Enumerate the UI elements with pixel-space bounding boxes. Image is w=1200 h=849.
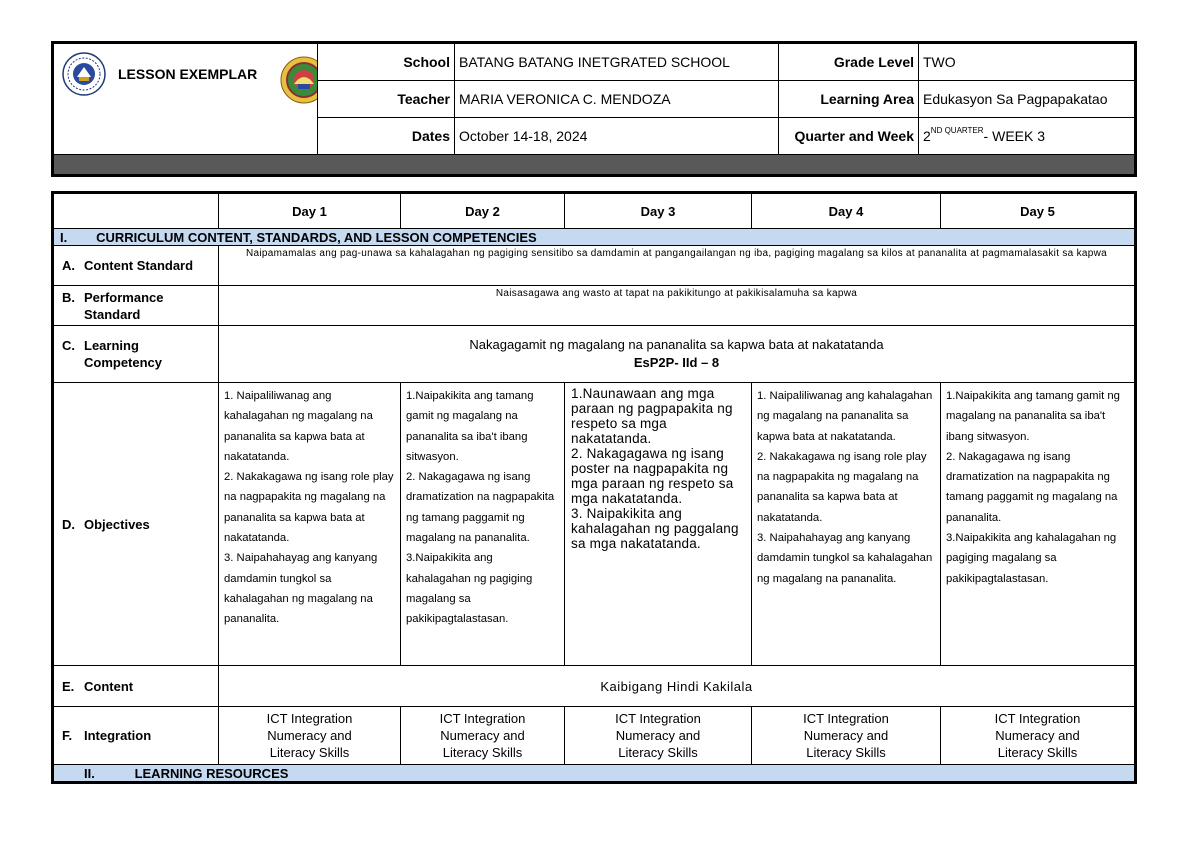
learning-area-label: Learning Area [779,81,919,118]
row-title: Performance Standard [84,289,164,322]
performance-standard-label [53,286,219,326]
integration-label [53,707,219,765]
competency-text: Nakagagamit ng magalang na pananalita sa kapwa bata at nakatatanda [469,337,884,352]
blank-corner-cell [53,193,219,229]
section-heading-learning-resources: II. LEARNING RESOURCES [53,765,1136,783]
teacher-value: MARIA VERONICA C. MENDOZA [455,81,779,118]
content-standard-label [53,246,219,286]
logo-area [53,43,318,155]
objective-day-3: 1.Naunawaan ang mga paraan ng pagpapakita ng respeto sa mga nakatatanda. 2. Nakagagawa ng isang poster na nagpapakita ng mga paraan ng respeto sa mga nakatatanda. 3. Naipakikita ang kahalagahan ng paggalang sa mga nakatatanda. [565,383,752,666]
row-title: Objectives [84,516,150,532]
row-letter: F. [62,728,73,743]
grade-level-value: TWO [919,43,1136,81]
learning-area-value: Edukasyon Sa Pagpapakatao [919,81,1136,118]
day-header: Day 2 [401,193,565,229]
objective-day-5: 1.Naipakikita ang tamang gamit ng magalang na pananalita sa iba't ibang sitwasyon. 2. Nakagagawa ng isang dramatization na nagpapakita ng tamang paggamit ng magalang na pananalita. 3.Naipakikita ang kahalagahan ng pagiging magalang sa pakikipagtalastasan. [941,383,1136,666]
row-letter: B. [62,289,75,305]
school-label: School [318,43,455,81]
grade-level-label: Grade Level [779,43,919,81]
school-value: BATANG BATANG INETGRATED SCHOOL [455,43,779,81]
row-title: Content Standard [84,258,194,273]
school-seal-icon [280,56,318,104]
row-letter: A. [62,258,75,273]
integration-day-3: ICT Integration Numeracy and Literacy Skills [565,707,752,765]
quarter-superscript: ND QUARTER [930,126,984,135]
quarter-number: 2 [923,128,931,144]
row-title: Content [84,678,134,694]
header-dark-bar [53,155,1136,176]
quarter-week-label: Quarter and Week [779,118,919,155]
row-letter: E. [62,678,75,694]
section-heading-curriculum: I. CURRICULUM CONTENT, STANDARDS, AND LESSON COMPETENCIES [53,229,1136,246]
objective-day-1: 1. Naipaliliwanag ang kahalagahan ng magalang na pananalita sa kapwa bata at nakatatanda. 2. Nakakagawa ng isang role play na nagpapakita ng magalang na pananalita sa kapwa bata at nakatatanda. 3. Naipahahayag ang kanyang damdamin tungkol sa kahalagahan ng magalang na pananalita. [219,383,401,666]
deped-seal-icon [62,52,106,96]
content-label [53,666,219,707]
objective-day-2: 1.Naipakikita ang tamang gamit ng magalang na pananalita sa iba't ibang sitwasyon. 2. Nakagagawa ng isang dramatization na nagpapakita ng tamang paggamit ng magalang na pananalita. 3.Naipakikita ang kahalagahan ng pagiging magalang sa pakikipagtalastasan. [401,383,565,666]
header-table [51,41,1137,177]
row-title: Integration [84,728,152,743]
lesson-table [51,191,1137,784]
day-header: Day 4 [752,193,941,229]
integration-day-1: ICT Integration Numeracy and Literacy Skills [219,707,401,765]
teacher-label: Teacher [318,81,455,118]
integration-day-2: ICT Integration Numeracy and Literacy Skills [401,707,565,765]
content-text: Kaibigang Hindi Kakilala [219,666,1136,707]
integration-day-4: ICT Integration Numeracy and Literacy Skills [752,707,941,765]
dates-label: Dates [318,118,455,155]
day-header: Day 3 [565,193,752,229]
day-header: Day 1 [219,193,401,229]
objectives-label [53,383,219,666]
competency-code: EsP2P- IId – 8 [633,355,720,370]
quarter-week-suffix: - WEEK 3 [983,128,1046,144]
lesson-exemplar-title: LESSON EXEMPLAR [118,66,258,82]
dates-value: October 14-18, 2024 [455,118,779,155]
quarter-week-value [919,118,1136,155]
row-title: Learning Competency [84,338,163,370]
row-letter: D. [62,516,75,532]
learning-competency-label [53,326,219,383]
row-letter: C. [62,338,75,353]
content-standard-text: Naipamamalas ang pag-unawa sa kahalagahan ng pagiging sensitibo sa damdamin at pangangailangan ng iba, pagiging magalang sa kilos at pananalita at pagmamalasakit sa kapwa [219,246,1136,286]
performance-standard-text: Naisasagawa ang wasto at tapat na pakikitungo at pakikisalamuha sa kapwa [219,286,1136,326]
integration-day-5: ICT Integration Numeracy and Literacy Skills [941,707,1136,765]
day-header: Day 5 [941,193,1136,229]
day-header-row [53,193,1136,229]
learning-competency-cell [219,326,1136,383]
objective-day-4: 1. Naipaliliwanag ang kahalagahan ng magalang na pananalita sa kapwa bata at nakatatanda. 2. Nakakagawa ng isang role play na nagpapakita ng magalang na pananalita sa kapwa bata at nakatatanda. 3. Naipahahayag ang kanyang damdamin tungkol sa kahalagahan ng magalang na pananalita. [752,383,941,666]
